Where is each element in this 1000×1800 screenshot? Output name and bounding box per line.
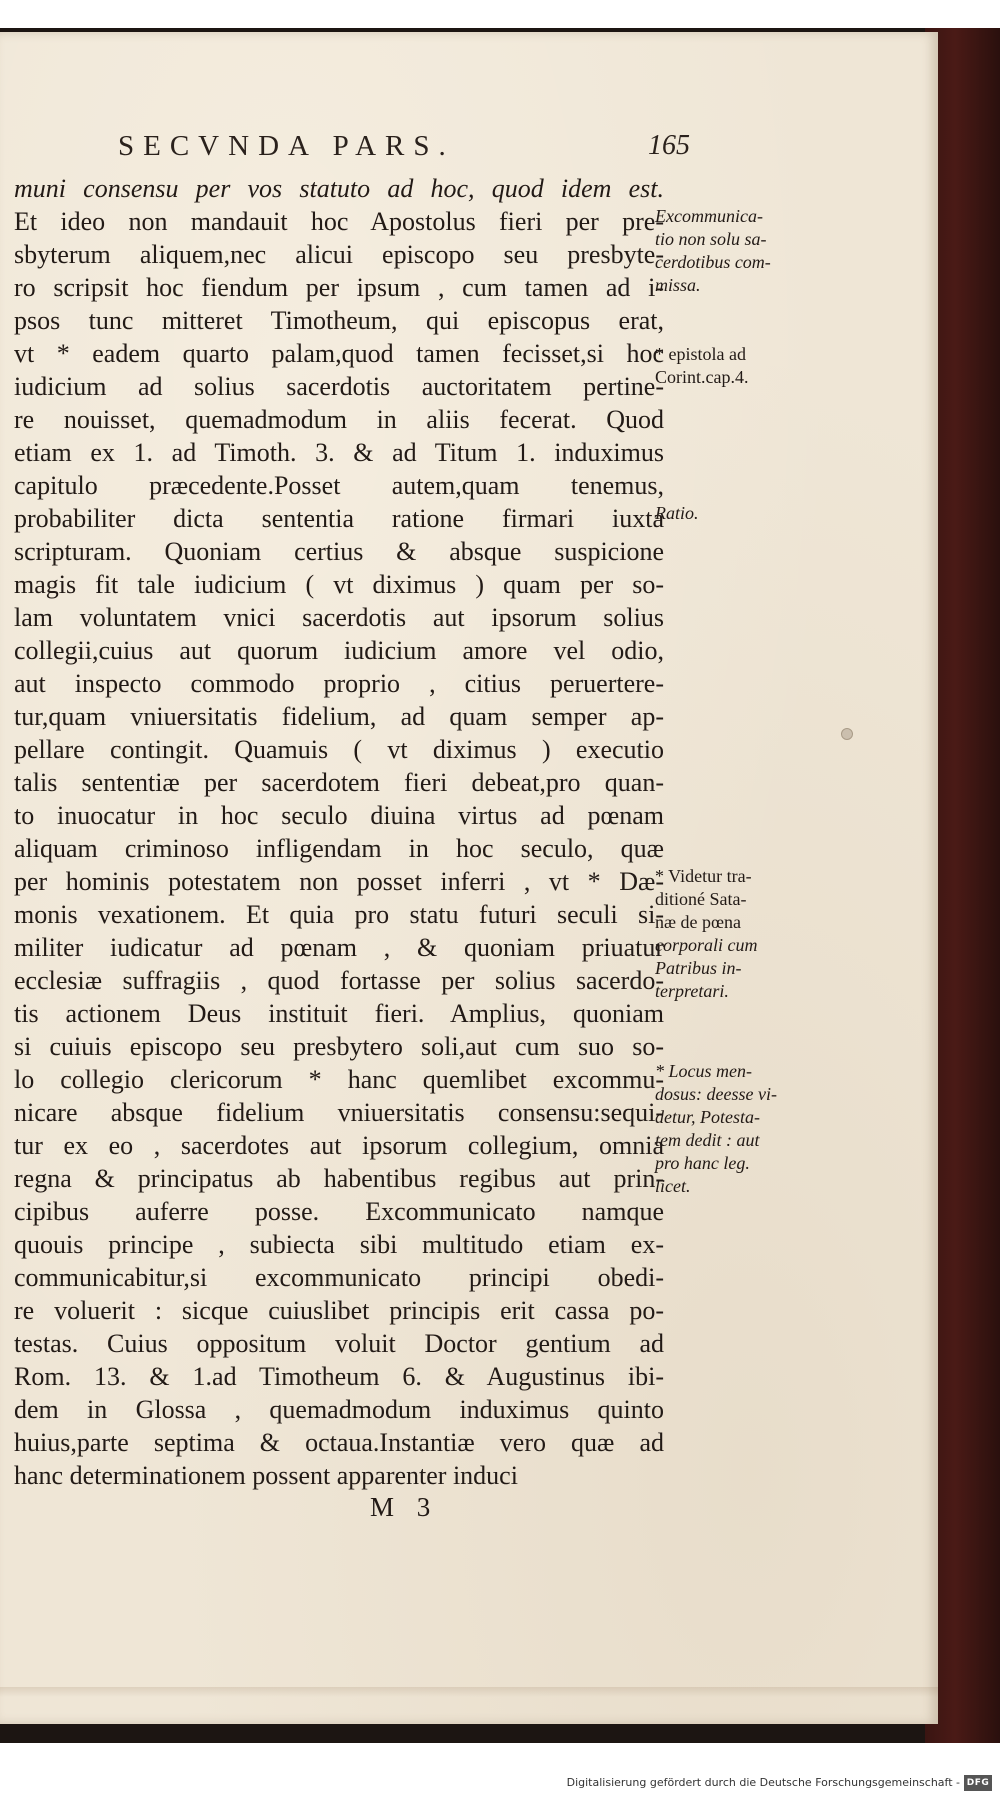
text-line: pellare contingit. Quamuis ( vt diximus ) executio (14, 735, 664, 764)
text-line: to inuocatur in hoc seculo diuina virtus ad pœnam (14, 801, 664, 830)
margin-note-line: * Videtur tra- (655, 866, 752, 886)
text-line: communicabitur,si excommunicato principi obedi- (14, 1263, 664, 1292)
text-line: regna & principatus ab habentibus regibus aut prin- (14, 1164, 664, 1193)
margin-note-line: tio non solu sa- (655, 229, 767, 249)
text-line: muni consensu per vos statuto ad hoc, quod idem est. (14, 174, 664, 203)
text-line: magis fit tale iudicium ( vt diximus ) quam per so- (14, 570, 664, 599)
margin-note-line: dosus: deesse vi- (655, 1084, 777, 1104)
margin-note-line: ditioné Sata- (655, 889, 747, 909)
text-line: testas. Cuius oppositum voluit Doctor gentium ad (14, 1329, 664, 1358)
text-line: lam voluntatem vnici sacerdotis aut ipsorum solius (14, 603, 664, 632)
main-text-block (14, 172, 664, 1492)
page-number: 165 (648, 130, 690, 161)
text-line: cipibus auferre posse. Excommunicato namque (14, 1197, 664, 1226)
text-line: monis vexationem. Et quia pro statu futuri seculi si- (14, 900, 664, 929)
margin-note-line: detur, Potesta- (655, 1107, 760, 1127)
margin-note-line: næ de pœna (655, 912, 741, 932)
text-line: Et ideo non mandauit hoc Apostolus fieri per pre- (14, 207, 664, 236)
text-line: Rom. 13. & 1.ad Timotheum 6. & Augustinus ibi- (14, 1362, 664, 1391)
margin-note-line: tem dedit : aut (655, 1130, 760, 1150)
margin-note-line: * Locus men- (655, 1061, 752, 1081)
text-line: vt * eadem quarto palam,quod tamen fecisset,si hoc (14, 339, 664, 368)
paper-hole (841, 728, 853, 740)
text-line: tis actionem Deus instituit fieri. Amplius, quoniam (14, 999, 664, 1028)
text-line: sbyterum aliquem,nec alicui episcopo seu presbyte- (14, 240, 664, 269)
text-line: lo collegio clericorum * hanc quemlibet excommu- (14, 1065, 664, 1094)
text-line: psos tunc mitteret Timotheum, qui episcopus erat, (14, 306, 664, 335)
text-line: talis sententiæ per sacerdotem fieri debeat,pro quan- (14, 768, 664, 797)
margin-note-line: terpretari. (655, 981, 729, 1001)
text-line: tur ex eo , sacerdotes aut ipsorum collegium, omnia (14, 1131, 664, 1160)
text-line: si cuiuis episcopo seu presbytero soli,aut cum suo so- (14, 1032, 664, 1061)
margin-note (655, 343, 805, 389)
funding-text: Digitalisierung gefördert durch die Deutsche Forschungsgemeinschaft - (566, 1776, 960, 1789)
margin-note-line: * epistola ad (655, 344, 746, 364)
margin-note-line: missa. (655, 275, 701, 295)
margin-note (655, 865, 805, 1003)
text-line: aut inspecto commodo proprio , citius peruertere- (14, 669, 664, 698)
text-line: aliquam criminoso infligendam in hoc seculo, quæ (14, 834, 664, 863)
text-line: per hominis potestatem non posset inferri , vt * Dæ- (14, 867, 664, 896)
margin-note-line: licet. (655, 1176, 691, 1196)
funding-notice (0, 1772, 1000, 1800)
text-line: scripturam. Quoniam certius & absque suspicione (14, 537, 664, 566)
text-line: ecclesiæ suffragiis , quod fortasse per solius sacerdo- (14, 966, 664, 995)
dfg-logo-icon: DFG (964, 1775, 992, 1791)
margin-note-line: Corint.cap.4. (655, 367, 749, 387)
margin-note-line: pro hanc leg. (655, 1153, 750, 1173)
text-line: capitulo præcedente.Posset autem,quam tenemus, (14, 471, 664, 500)
text-line: militer iudicatur ad pœnam , & quoniam priuatur (14, 933, 664, 962)
text-line: quouis principe , subiecta sibi multitudo etiam ex- (14, 1230, 664, 1259)
text-line: tur,quam vniuersitatis fidelium, ad quam semper ap- (14, 702, 664, 731)
margin-note-line: Ratio. (655, 503, 699, 523)
text-line: nicare absque fidelium vniuersitatis consensu:sequi- (14, 1098, 664, 1127)
signature-mark: M 3 (370, 1492, 439, 1522)
margin-note-line: cerdotibus com- (655, 252, 771, 272)
text-line: ro scripsit hoc fiendum per ipsum , cum tamen ad i- (14, 273, 664, 302)
text-line: collegii,cuius aut quorum iudicium amore vel odio, (14, 636, 664, 665)
page-bottom-edge (0, 1687, 938, 1697)
text-line: re nouisset, quemadmodum in aliis fecerat. Quod (14, 405, 664, 434)
running-head: SECVNDA PARS. (118, 130, 455, 162)
text-line: etiam ex 1. ad Timoth. 3. & ad Titum 1. induximus (14, 438, 664, 467)
margin-note-line: Excommunica- (655, 206, 763, 226)
text-line: re voluerit : sicque cuiuslibet principis erit cassa po- (14, 1296, 664, 1325)
margin-note (655, 1060, 805, 1198)
text-line: huius,parte septima & octaua.Instantiæ vero quæ ad (14, 1428, 664, 1457)
margin-note (655, 502, 805, 525)
margin-note-line: corporali cum (655, 935, 758, 955)
text-line: hanc determinationem possent apparenter induci (14, 1461, 518, 1490)
text-line: probabiliter dicta sententia ratione firmari iuxta (14, 504, 664, 533)
text-line: dem in Glossa , quemadmodum induximus quinto (14, 1395, 664, 1424)
margin-note (655, 205, 805, 297)
margin-note-line: Patribus in- (655, 958, 742, 978)
text-line: iudicium ad solius sacerdotis auctoritatem pertine- (14, 372, 664, 401)
